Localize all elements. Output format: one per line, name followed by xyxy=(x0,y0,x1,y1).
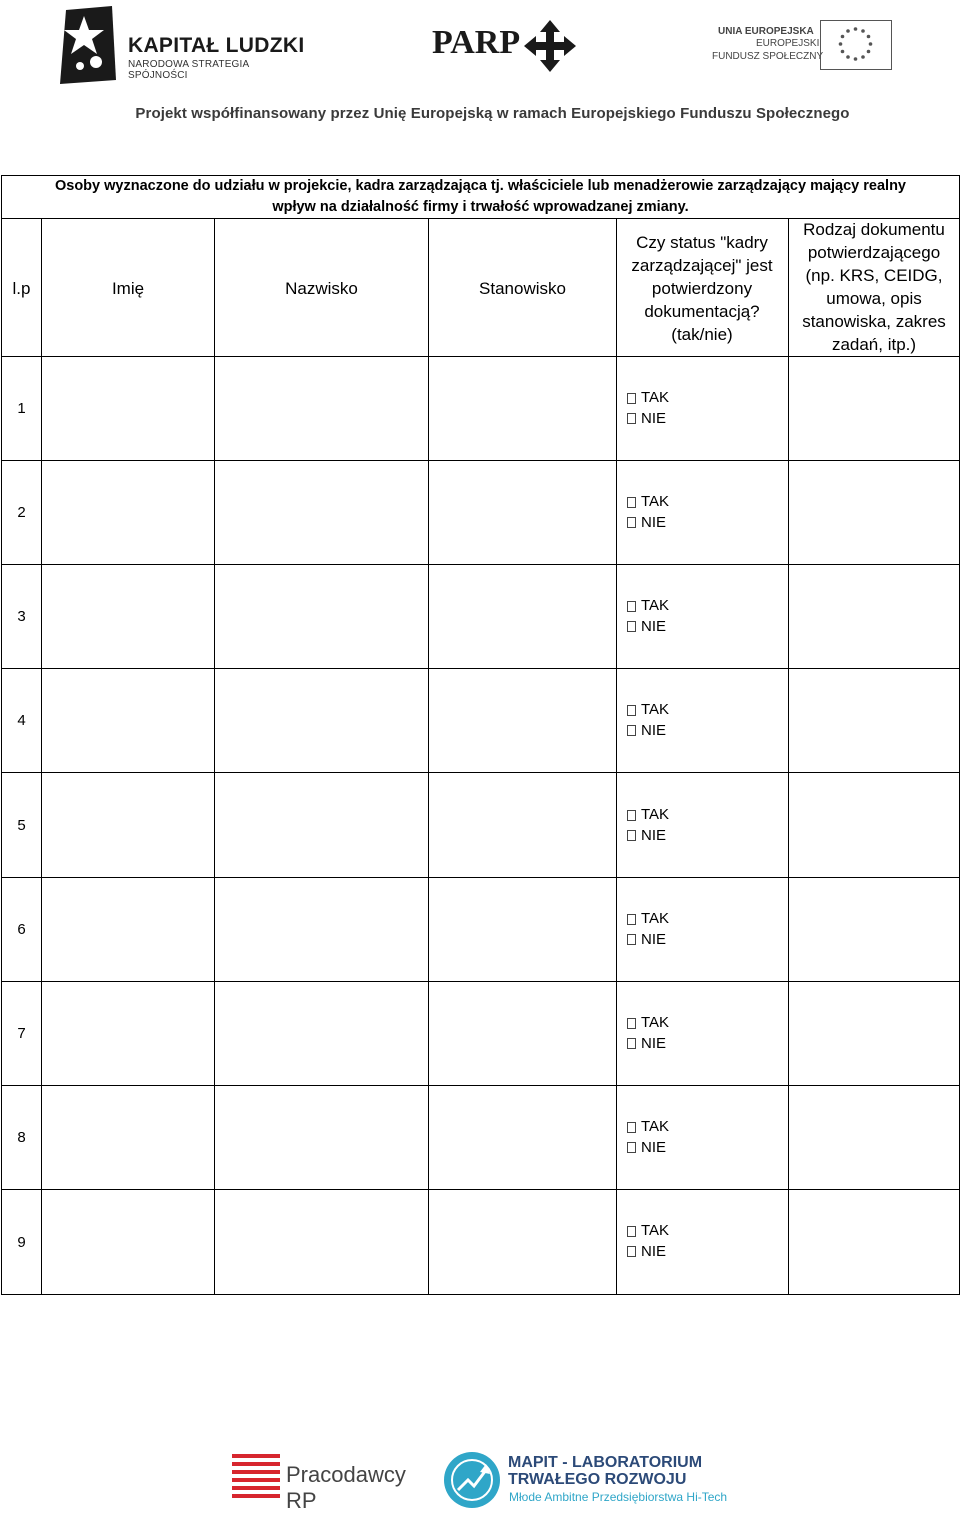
column-header-lp: l.p xyxy=(12,278,31,298)
row-number: 4 xyxy=(17,712,26,729)
checkbox-icon[interactable] xyxy=(627,497,636,508)
col-divider-nazwisko xyxy=(428,218,429,1295)
option-tak-label: TAK xyxy=(641,493,670,510)
option-tak-label: TAK xyxy=(641,1222,670,1239)
option-tak[interactable] xyxy=(627,805,777,826)
option-nie-label: NIE xyxy=(641,826,667,844)
status-choice-group xyxy=(627,805,777,846)
table-title xyxy=(2,176,959,218)
checkbox-icon[interactable] xyxy=(627,393,636,404)
col-divider-lp xyxy=(41,218,42,1295)
row-number: 8 xyxy=(17,1129,26,1146)
row-divider xyxy=(1,1085,960,1086)
mapit-tagline: Młode Ambitne Przedsiębiorstwa Hi-Tech xyxy=(509,1490,728,1504)
option-tak-label: TAK xyxy=(641,806,670,823)
option-tak-label: TAK xyxy=(641,910,670,927)
mapit-title-line1: MAPIT - LABORATORIUM xyxy=(508,1454,703,1471)
option-tak[interactable] xyxy=(627,1117,777,1138)
column-header-imie: Imię xyxy=(111,278,145,298)
option-nie[interactable] xyxy=(627,617,777,638)
option-nie-label: NIE xyxy=(641,930,667,948)
checkbox-icon[interactable] xyxy=(627,1226,636,1237)
eu-line2: EUROPEJSKI xyxy=(756,38,820,49)
status-choice-group xyxy=(627,700,777,741)
option-tak[interactable] xyxy=(627,388,777,409)
status-choice-group xyxy=(627,909,777,950)
option-nie-label: NIE xyxy=(641,409,667,427)
kapital-ludzki-title: KAPITAŁ LUDZKI xyxy=(128,34,305,57)
option-nie[interactable] xyxy=(627,826,777,847)
checkbox-icon[interactable] xyxy=(627,705,636,716)
checkbox-icon[interactable] xyxy=(627,1018,636,1029)
checkbox-icon[interactable] xyxy=(627,830,636,841)
option-tak[interactable] xyxy=(627,596,777,617)
column-header-nazwisko: Nazwisko xyxy=(285,278,358,298)
option-nie-label: NIE xyxy=(641,1034,667,1052)
project-cofinancing-note: Projekt współfinansowany przez Unię Europejską w ramach Europejskiego Funduszu Społecznego xyxy=(135,105,850,122)
status-choice-group xyxy=(627,1221,777,1262)
option-tak-label: TAK xyxy=(641,701,670,718)
checkbox-icon[interactable] xyxy=(627,1142,636,1153)
option-nie[interactable] xyxy=(627,721,777,742)
row-divider xyxy=(1,1189,960,1190)
column-header-stanowisko: Stanowisko xyxy=(479,278,566,298)
option-tak-label: TAK xyxy=(641,597,670,614)
table-title-line2: wpływ na działalność firmy i trwałość wprowadzanej zmiany. xyxy=(272,199,689,215)
row-divider xyxy=(1,772,960,773)
option-nie[interactable] xyxy=(627,1034,777,1055)
row-divider xyxy=(1,564,960,565)
col-divider-imie xyxy=(214,218,215,1295)
option-nie-label: NIE xyxy=(641,721,667,739)
option-tak[interactable] xyxy=(627,909,777,930)
column-header-status: Czy status "kadry zarządzającej" jest potwierdzony dokumentacją? (tak/nie) xyxy=(631,232,773,344)
row-number: 3 xyxy=(17,608,26,625)
status-choice-group xyxy=(627,1013,777,1054)
checkbox-icon[interactable] xyxy=(627,914,636,925)
parp-text: PARP xyxy=(432,24,521,61)
row-number: 2 xyxy=(17,504,26,521)
option-nie-label: NIE xyxy=(641,617,667,635)
table-title-line1: Osoby wyznaczone do udziału w projekcie, kadra zarządzająca tj. właściciele lub menadżerowie zarządzający mający realny xyxy=(54,178,906,194)
option-tak-label: TAK xyxy=(641,1014,670,1031)
row-divider xyxy=(1,460,960,461)
mapit-title-line2: TRWAŁEGO ROZWOJU xyxy=(508,1471,687,1488)
row-number: 5 xyxy=(17,816,26,834)
table-border-bottom xyxy=(1,1294,960,1295)
pracodawcy-rp-logo xyxy=(232,1452,432,1513)
row-number: 9 xyxy=(17,1233,26,1251)
mapit-circle-icon xyxy=(442,1450,502,1510)
col-divider-stanowisko xyxy=(616,218,617,1295)
option-nie[interactable] xyxy=(627,1242,777,1263)
checkbox-icon[interactable] xyxy=(627,1038,636,1049)
checkbox-icon[interactable] xyxy=(627,413,636,424)
mapit-logo xyxy=(442,1448,762,1512)
option-tak[interactable] xyxy=(627,1013,777,1034)
kapital-ludzki-subtitle: NARODOWA STRATEGIA SPÓJNOŚCI xyxy=(128,59,249,81)
checkbox-icon[interactable] xyxy=(627,1246,636,1257)
pracodawcy-text: Pracodawcy RP xyxy=(286,1462,406,1513)
status-choice-group xyxy=(627,492,777,533)
row-divider xyxy=(1,981,960,982)
option-nie[interactable] xyxy=(627,1138,777,1159)
option-tak[interactable] xyxy=(627,700,777,721)
row-divider xyxy=(1,877,960,878)
option-tak[interactable] xyxy=(627,1221,777,1242)
status-choice-group xyxy=(627,596,777,637)
pracodawcy-stripes-icon xyxy=(232,1454,280,1498)
row-number: 1 xyxy=(17,400,26,417)
column-header-document-type: Rodzaj dokumentu potwierdzającego (np. KRS, CEIDG, umowa, opis stanowiska, zakres zadań, itp.) xyxy=(802,220,946,354)
checkbox-icon[interactable] xyxy=(627,810,636,821)
option-nie-label: NIE xyxy=(641,1242,667,1260)
col-divider-status xyxy=(788,218,789,1295)
option-nie[interactable] xyxy=(627,930,777,951)
checkbox-icon[interactable] xyxy=(627,517,636,528)
checkbox-icon[interactable] xyxy=(627,725,636,736)
row-number: 7 xyxy=(17,1025,26,1042)
option-tak-label: TAK xyxy=(641,1118,670,1135)
option-nie[interactable] xyxy=(627,513,777,534)
checkbox-icon[interactable] xyxy=(627,934,636,945)
status-choice-group xyxy=(627,388,777,429)
option-nie-label: NIE xyxy=(641,1138,667,1156)
option-nie-label: NIE xyxy=(641,513,667,531)
option-tak[interactable] xyxy=(627,492,777,513)
checkbox-icon[interactable] xyxy=(627,621,636,632)
eu-line1: UNIA EUROPEJSKA xyxy=(718,26,814,37)
row-number: 6 xyxy=(17,921,26,938)
option-nie[interactable] xyxy=(627,409,777,430)
eu-line3: FUNDUSZ SPOŁECZNY xyxy=(712,51,824,62)
checkbox-icon[interactable] xyxy=(627,1122,636,1133)
row-divider xyxy=(1,668,960,669)
checkbox-icon[interactable] xyxy=(627,601,636,612)
option-tak-label: TAK xyxy=(641,389,670,406)
status-choice-group xyxy=(627,1117,777,1158)
